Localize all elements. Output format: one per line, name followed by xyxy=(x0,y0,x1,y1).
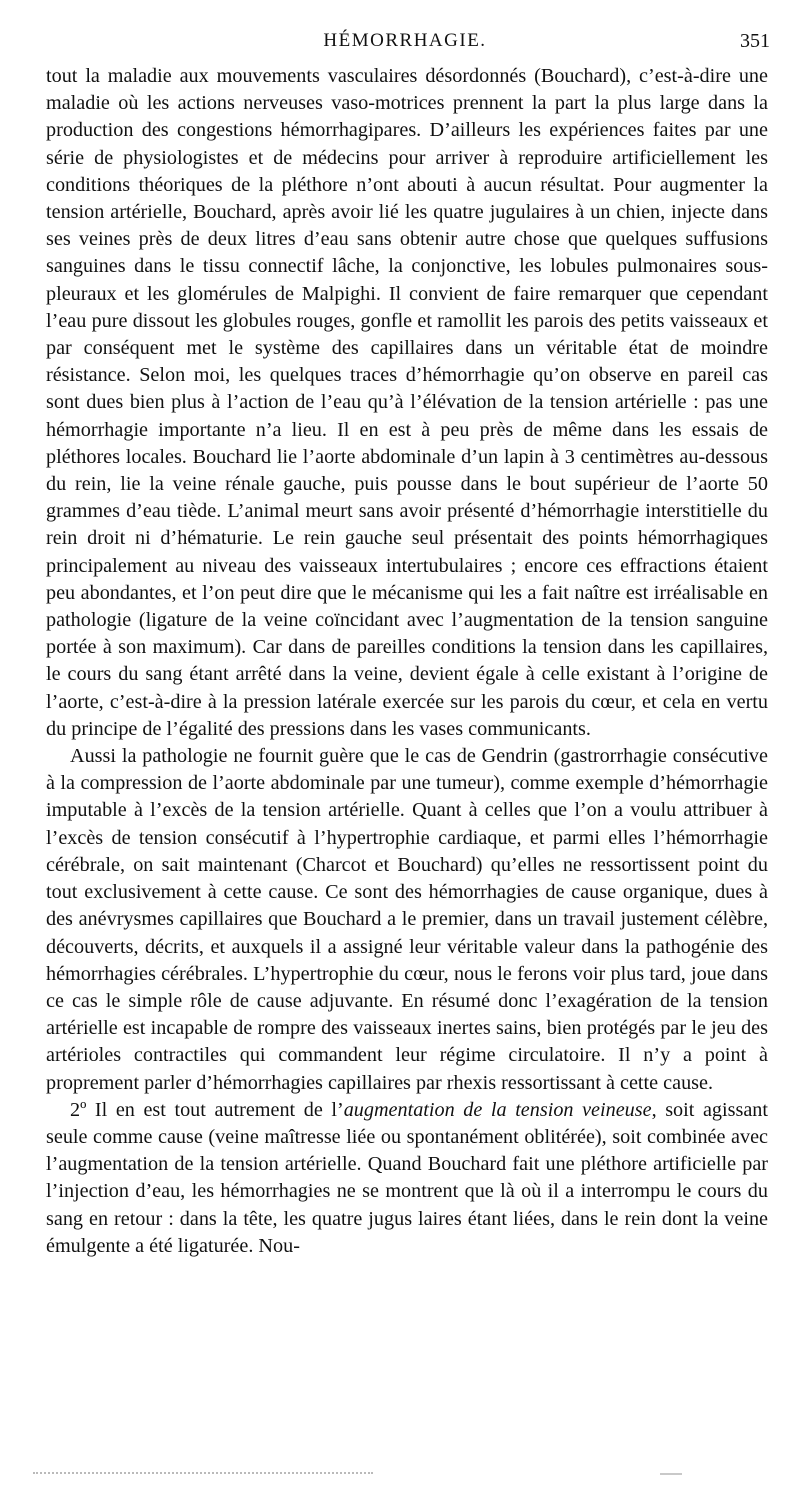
page-number: 351 xyxy=(740,30,770,52)
paragraph-3 xyxy=(46,1097,768,1260)
running-head xyxy=(40,30,770,58)
paragraph-2: Aussi la pathologie ne fournit guère que le cas de Gendrin (gastrorrhagie consécutive à la compression de l’aorte abdominale par une tumeur), comme exemple d’hémorrhagie imputable à l’excès de la tension artérielle. Quant à celles que l’on a voulu attribuer à l’excès de tension consécutif à l’hypertrophie cardiaque, et parmi elles l’hémorrhagie cérébrale, on sait maintenant (Charcot et Bouchard) qu’elles ne ressortissent point du tout exclusivement à cette cause. Ce sont des hémorrhagies de cause organique, dues à des anévrysmes capillaires que Bouchard a le premier, dans un travail justement célèbre, découverts, décrits, et auxquels il a assigné leur véritable valeur dans la pathogénie des hémorrhagies cérébrales. L’hypertrophie du cœur, nous le ferons voir plus tard, joue dans ce cas le simple rôle de cause adjuvante. En résumé donc l’exagération de la tension artérielle est incapable de rompre des vaisseaux inertes sains, bien protégés par le jeu des artérioles contractiles qui commandent leur régime circulatoire. Il n’y a point à proprement parler d’hémorrhagies capillaires par rhexis ressortissant à cette cause. xyxy=(46,745,768,1094)
paragraph-3-start: 2º Il en est tout autrement de l’ xyxy=(70,1098,344,1121)
paragraph-1: tout la maladie aux mouvements vasculaires désordonnés (Bouchard), c’est-à-dire une maladie où les actions nerveuses vaso-motrices prennent la part la plus large dans la production des congestions hémorrhagipares. D’ailleurs les expériences faites par une série de physiologistes et de médecins pour arriver à reproduire artificiellement les conditions théoriques de la pléthore n’ont abouti à aucun résultat. Pour augmenter la tension artérielle, Bouchard, après avoir lié les quatre jugulaires à un chien, injecte dans ses veines près de deux litres d’eau sans obtenir autre chose que quelques suffusions sanguines dans le tissu connectif lâche, la conjonctive, les lobules pulmonaires sous-pleuraux et les glomérules de Malpighi. Il convient de faire remarquer que cependant l’eau pure dissout les globules rouges, gonfle et ramollit les parois des petits vaisseaux et par conséquent met le système des capillaires dans un véritable état de moindre résistance. Selon moi, les quelques traces d’hémorrhagie qu’on observe en pareil cas sont dues bien plus à l’action de l’eau qu’à l’élévation de la tension artérielle : pas une hémorrhagie importante n’a lieu. Il en est à peu près de même dans les essais de pléthores locales. Bouchard lie l’aorte abdominale d’un lapin à 3 centimètres au-dessous du rein, lie la veine rénale gauche, puis pousse dans le bout supérieur de l’aorte 50 grammes d’eau tiède. L’animal meurt sans avoir présenté d’hémorrhagie interstitielle du rein droit ni d’hématurie. Le rein gauche seul présentait des points hémorrhagiques principalement au niveau des vaisseaux intertubulaires ; encore ces effractions étaient peu abondantes, et l’on peut dire que le mécanisme qui les a fait naître est irréalisable en pathologie (ligature de la veine coïncidant avec l’augmentation de la tension sanguine portée à son maximum). Car dans de pareilles conditions la tension dans les capillaires, le cours du sang étant arrêté dans la veine, devient égale à celle existant à l’origine de l’aorte, c’est-à-dire à la pression latérale exercée sur les parois du cœur, et cela en vertu du principe de l’égalité des pressions dans les vases communicants. xyxy=(46,65,768,740)
paragraph-3-rest: , soit agissant seule comme cause (veine maîtresse liée ou spontanément oblitérée), soit combinée avec l’augmentation de la tension artérielle. Quand Bouchard fait une pléthore artificielle par l’injection d’eau, les hémorrhagies ne se montrent que là où il a interrompu le cours du sang en retour : dans la tête, les quatre jugus laires étant liées, dans le rein dont la veine émulgente a été ligaturée. Nou- xyxy=(46,1098,768,1257)
footer-mark xyxy=(660,1473,682,1475)
running-title: HÉMORRHAGIE. xyxy=(323,30,487,51)
paragraph-3-emphasis: augmentation de la tension veineuse xyxy=(343,1098,652,1121)
footer-dotted-rule xyxy=(33,1472,373,1476)
body-text xyxy=(46,63,768,1260)
